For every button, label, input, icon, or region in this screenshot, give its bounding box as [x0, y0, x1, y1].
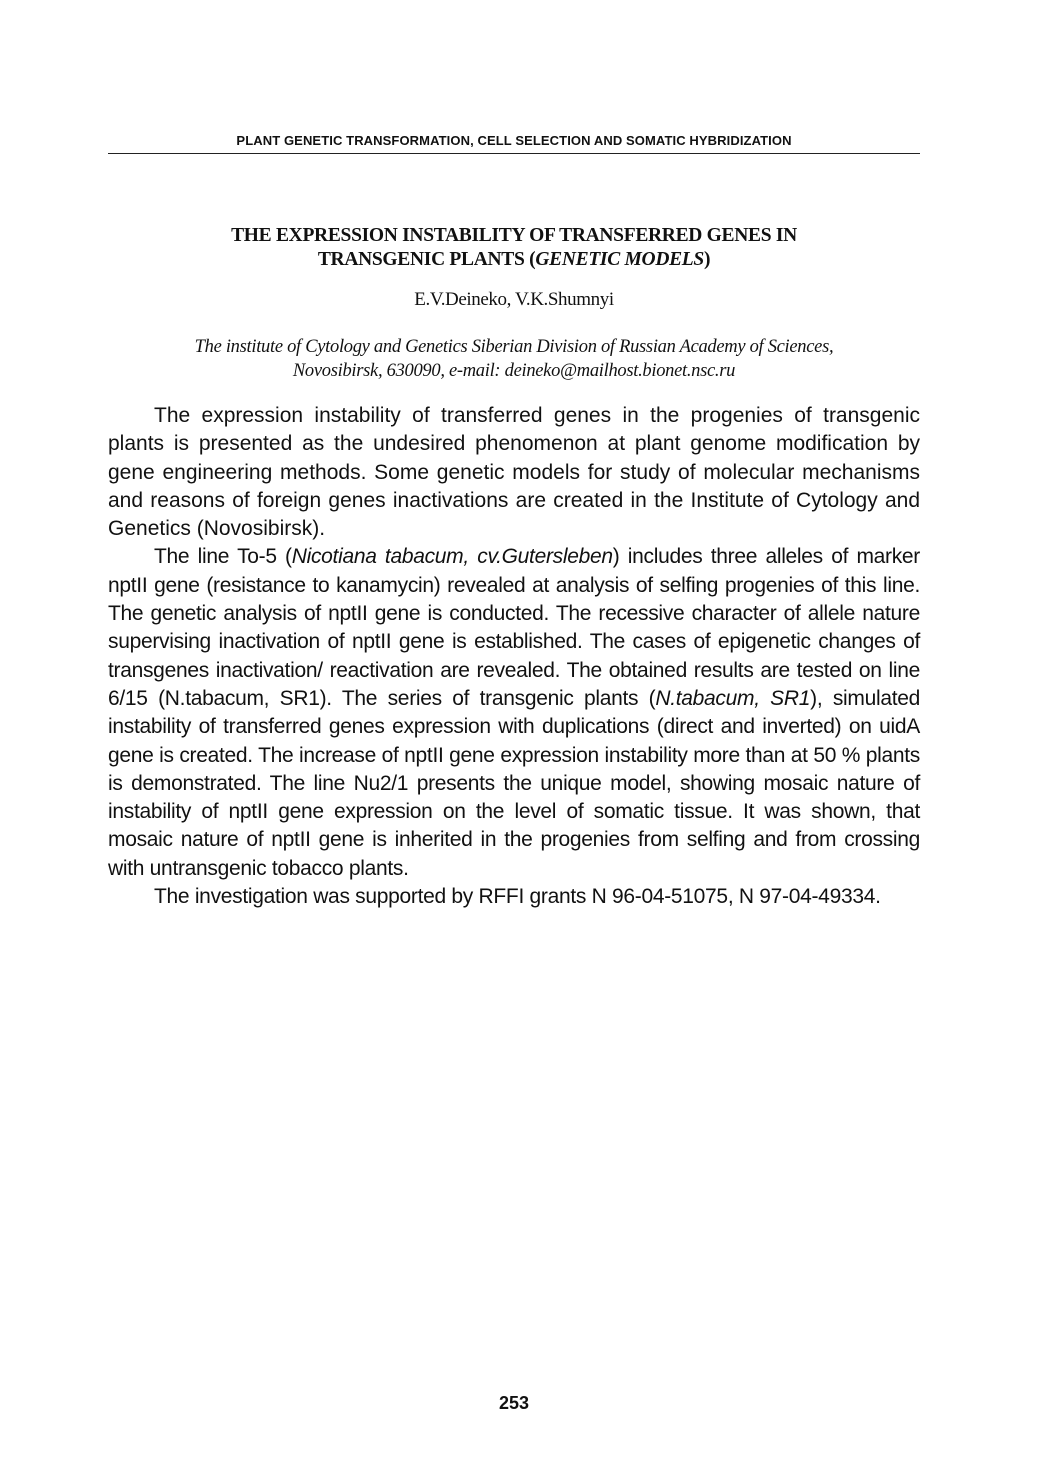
running-head: PLANT GENETIC TRANSFORMATION, CELL SELECTION AND SOMATIC HYBRIDIZATION [236, 133, 792, 148]
article-title [108, 224, 920, 272]
title-line-2-suffix: ) [703, 249, 711, 270]
paragraph-2-text-a: The line To-5 ( [154, 545, 292, 569]
paragraph-2-species-2: N.tabacum, SR1 [655, 686, 811, 710]
title-line-1: THE EXPRESSION INSTABILITY OF TRANSFERRED GENES IN [231, 225, 797, 246]
paragraph-1: The expression instability of transferred genes in the progenies of transgenic plants is presented as the undesired phenomenon at plant genome modification by gene engineering methods. Some genetic models for study of molecular mechanisms and reasons of foreign genes inactivations are created in the Institute of Cytology and Genetics (Novosibirsk). [108, 404, 920, 541]
affiliation [108, 335, 920, 383]
abstract-body [108, 402, 920, 911]
paragraph-2-text-e: ), simulated instability of transferred genes expression with duplications (direct and inverted) on uidA gene is created. The increase of nptII gene expression instability more than at 50 % plants is demonstrated. The line Nu2/1 presents the unique model, showing mosaic nature of instability of nptII gene expression on the level of somatic tissue. It was shown, that mosaic nature of nptII gene is inherited in the progenies from selfing and from crossing with untransgenic tobacco plants. [108, 686, 920, 880]
authors: E.V.Deineko, V.K.Shumnyi [414, 289, 614, 310]
title-line-2-italic: GENETIC MODELS [535, 249, 704, 270]
paragraph-2-text-c: ) includes three alleles of marker nptII gene (resistance to kanamycin) revealed at analysis of selfing progenies of this line. The genetic analysis of nptII gene is conducted. The recessive character of allele nature supervising inactivation of nptII gene is established. The cases of epigenetic changes of transgenes inactivation/ reactivation are revealed. The obtained results are tested on line 6/15 (N.tabacum, SR1). The series of transgenic plants ( [108, 545, 920, 710]
header-rule [108, 153, 920, 154]
paragraph-2 [108, 543, 920, 883]
title-line-2-prefix: TRANSGENIC PLANTS ( [317, 249, 536, 270]
paragraph-2-species-1: Nicotiana tabacum, cv.Gutersleben [291, 545, 613, 569]
paragraph-3: The investigation was supported by RFFI grants N 96-04-51075, N 97-04-49334. [154, 885, 881, 909]
page-number: 253 [498, 1393, 530, 1413]
title-line-2 [108, 248, 920, 272]
affiliation-line-2: Novosibirsk, 630090, e-mail: deineko@mailhost.bionet.nsc.ru [292, 361, 736, 381]
affiliation-line-1: The institute of Cytology and Genetics Siberian Division of Russian Academy of Sciences, [194, 337, 834, 357]
